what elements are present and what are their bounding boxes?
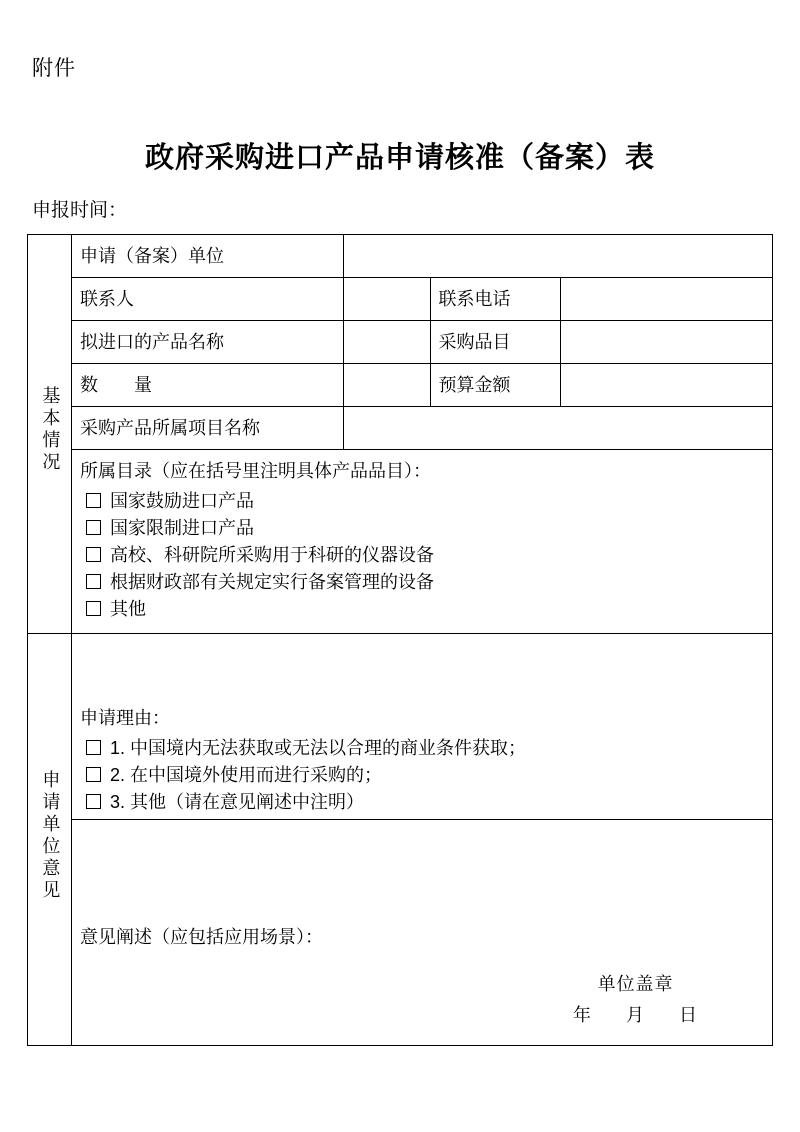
input-project-name[interactable] [344,407,773,450]
input-contact-person[interactable] [344,278,430,321]
catalog-option-label: 根据财政部有关规定实行备案管理的设备 [110,572,435,592]
table-row [28,634,773,820]
catalog-title: 所属目录（应在括号里注明具体产品品目）： [80,461,432,481]
date-line [559,1002,712,1029]
input-contact-phone[interactable] [560,278,772,321]
date-month-label: 月 [625,1005,645,1025]
date-day-label: 日 [679,1005,698,1025]
catalog-option-label: 国家限制进口产品 [110,518,255,538]
checkbox-icon[interactable] [86,574,101,589]
label-quantity: 数 量 [72,364,344,407]
seal-label: 单位盖章 [597,974,674,994]
input-budget-amount[interactable] [560,364,772,407]
reason-title: 申请理由： [80,708,171,728]
table-row [28,364,773,407]
label-contact-person: 联系人 [72,278,344,321]
opinion-title: 意见阐述（应包括应用场景）： [80,927,324,947]
label-project-name: 采购产品所属项目名称 [72,407,344,450]
checkbox-icon[interactable] [86,520,101,535]
table-row [28,450,773,634]
checkbox-icon[interactable] [86,767,101,782]
catalog-option-encouraged[interactable] [80,488,764,515]
label-contact-phone: 联系电话 [430,278,560,321]
catalog-option-research-equipment[interactable] [80,542,764,569]
import-product-application-table [27,234,773,1046]
reason-section [72,634,773,820]
attachment-label: 附件 [32,57,76,80]
catalog-option-label: 国家鼓励进口产品 [110,491,255,511]
table-row [28,321,773,364]
reason-option-2[interactable] [80,762,764,789]
opinion-section[interactable] [72,820,773,1046]
label-product-name: 拟进口的产品名称 [72,321,344,364]
label-budget-amount: 预算金额 [430,364,560,407]
applicant-opinion-vertical-text: 申请单位意见 [40,769,61,902]
basic-info-section-label [28,235,72,634]
reason-option-1[interactable] [80,735,764,762]
label-purchase-item: 采购品目 [430,321,560,364]
table-row [28,235,773,278]
reason-option-label: 2. 在中国境外使用而进行采购的； [110,765,383,785]
page-title: 政府采购进口产品申请核准（备案）表 [144,142,655,174]
applicant-opinion-section-label [28,634,72,1046]
seal-and-date-block [559,971,712,1029]
catalog-option-other[interactable] [80,596,764,623]
input-purchase-item[interactable] [560,321,772,364]
date-year-label: 年 [572,1005,592,1025]
declare-time-label: 申报时间： [32,200,128,221]
catalog-option-record-management[interactable] [80,569,764,596]
checkbox-icon[interactable] [86,601,101,616]
checkbox-icon[interactable] [86,493,101,508]
checkbox-icon[interactable] [86,547,101,562]
basic-info-vertical-text: 基本情况 [40,386,61,474]
label-applicant-unit: 申请（备案）单位 [72,235,344,278]
catalog-section [72,450,773,634]
table-row [28,820,773,1046]
input-applicant-unit[interactable] [344,235,773,278]
checkbox-icon[interactable] [86,794,101,809]
input-product-name[interactable] [344,321,430,364]
reason-option-label: 1. 中国境内无法获取或无法以合理的商业条件获取； [110,738,527,758]
table-row [28,278,773,321]
input-quantity[interactable] [344,364,430,407]
catalog-option-restricted[interactable] [80,515,764,542]
reason-option-label: 3. 其他（请在意见阐述中注明） [110,792,365,812]
checkbox-icon[interactable] [86,740,101,755]
table-row [28,407,773,450]
catalog-option-label: 其他 [110,599,147,619]
reason-option-3[interactable] [80,789,764,816]
catalog-option-label: 高校、科研院所采购用于科研的仪器设备 [110,545,435,565]
